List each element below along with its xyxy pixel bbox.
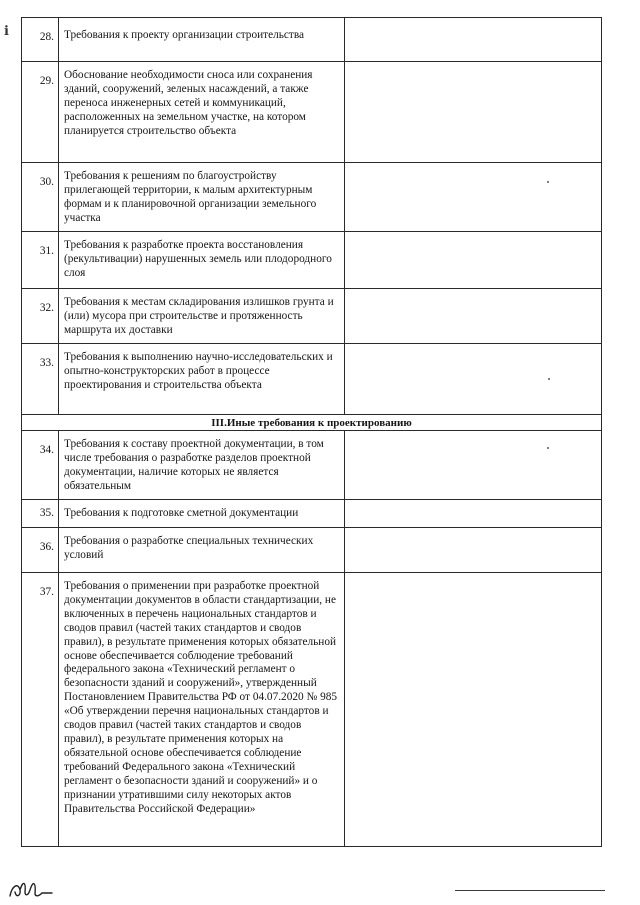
row-number: 34. <box>22 431 59 500</box>
row-requirement: Требования к подготовке сметной документации <box>59 500 345 528</box>
row-value <box>345 500 602 528</box>
section-header-row <box>22 415 602 431</box>
requirements-table <box>21 17 602 847</box>
row-requirement: Требования о разработке специальных технических условий <box>59 528 345 573</box>
row-value <box>345 163 602 232</box>
row-number: 35. <box>22 500 59 528</box>
row-requirement: Обоснование необходимости сноса или сохранения зданий, сооружений, зеленых насаждений, а также переноса инженерных сетей и коммуникаций, расположенных на земельном участке, на котором планируется строительство объекта <box>59 62 345 163</box>
table-row <box>22 62 602 163</box>
table-row <box>22 163 602 232</box>
row-value <box>345 344 602 415</box>
row-value <box>345 573 602 847</box>
signature-line <box>455 890 605 891</box>
row-requirement: Требования к проекту организации строительства <box>59 18 345 62</box>
row-requirement: Требования к составу проектной документации, в том числе требования о разработке разделов проектной документации, наличие которых не является обязательным <box>59 431 345 500</box>
row-number: 30. <box>22 163 59 232</box>
table-row <box>22 528 602 573</box>
row-number: 32. <box>22 289 59 344</box>
signature-mark <box>6 876 56 904</box>
scan-speck <box>548 378 550 380</box>
row-requirement: Требования к решениям по благоустройству прилегающей территории, к малым архитектурным формам и к планировочной организации земельного участка <box>59 163 345 232</box>
row-number: 33. <box>22 344 59 415</box>
scan-speck <box>547 447 549 449</box>
table-row <box>22 18 602 62</box>
row-number: 37. <box>22 573 59 847</box>
table-row <box>22 232 602 289</box>
row-value <box>345 431 602 500</box>
row-value <box>345 18 602 62</box>
section-title: III.Иные требования к проектированию <box>22 415 602 431</box>
row-value <box>345 528 602 573</box>
table-row <box>22 573 602 847</box>
table-row <box>22 344 602 415</box>
table-row <box>22 500 602 528</box>
row-number: 31. <box>22 232 59 289</box>
table-row <box>22 431 602 500</box>
row-number: 36. <box>22 528 59 573</box>
table-row <box>22 289 602 344</box>
row-requirement: Требования к разработке проекта восстановления (рекультивации) нарушенных земель или плодородного слоя <box>59 232 345 289</box>
row-requirement: Требования к выполнению научно-исследовательских и опытно-конструкторских работ в процессе проектирования и строительства объекта <box>59 344 345 415</box>
margin-mark: ℹ <box>4 24 9 39</box>
row-requirement: Требования о применении при разработке проектной документации документов в области стандартизации, не включенных в перечень национальных стандартов и сводов правил (частей таких стандартов и сводов правил), в результате применения которых обязательной основе обеспечивается соблюдение требований федерального закона «Технический регламент о безопасности зданий и сооружений», утвержденный Постановлением Правительства РФ от 04.07.2020 № 985 «Об утверждении перечня национальных стандартов и сводов правил (частей таких стандартов и сводов правил), в результате применения которых на обязательной основе обеспечивается соблюдение требований Федерального закона «Технический регламент о безопасности зданий и сооружений» и о признании утратившими силу некоторых актов Правительства Российской Федерации» <box>59 573 345 847</box>
row-value <box>345 62 602 163</box>
row-requirement: Требования к местам складирования излишков грунта и (или) мусора при строительстве и протяженность маршрута их доставки <box>59 289 345 344</box>
row-number: 28. <box>22 18 59 62</box>
row-value <box>345 289 602 344</box>
row-value <box>345 232 602 289</box>
scan-speck <box>547 181 549 183</box>
row-number: 29. <box>22 62 59 163</box>
